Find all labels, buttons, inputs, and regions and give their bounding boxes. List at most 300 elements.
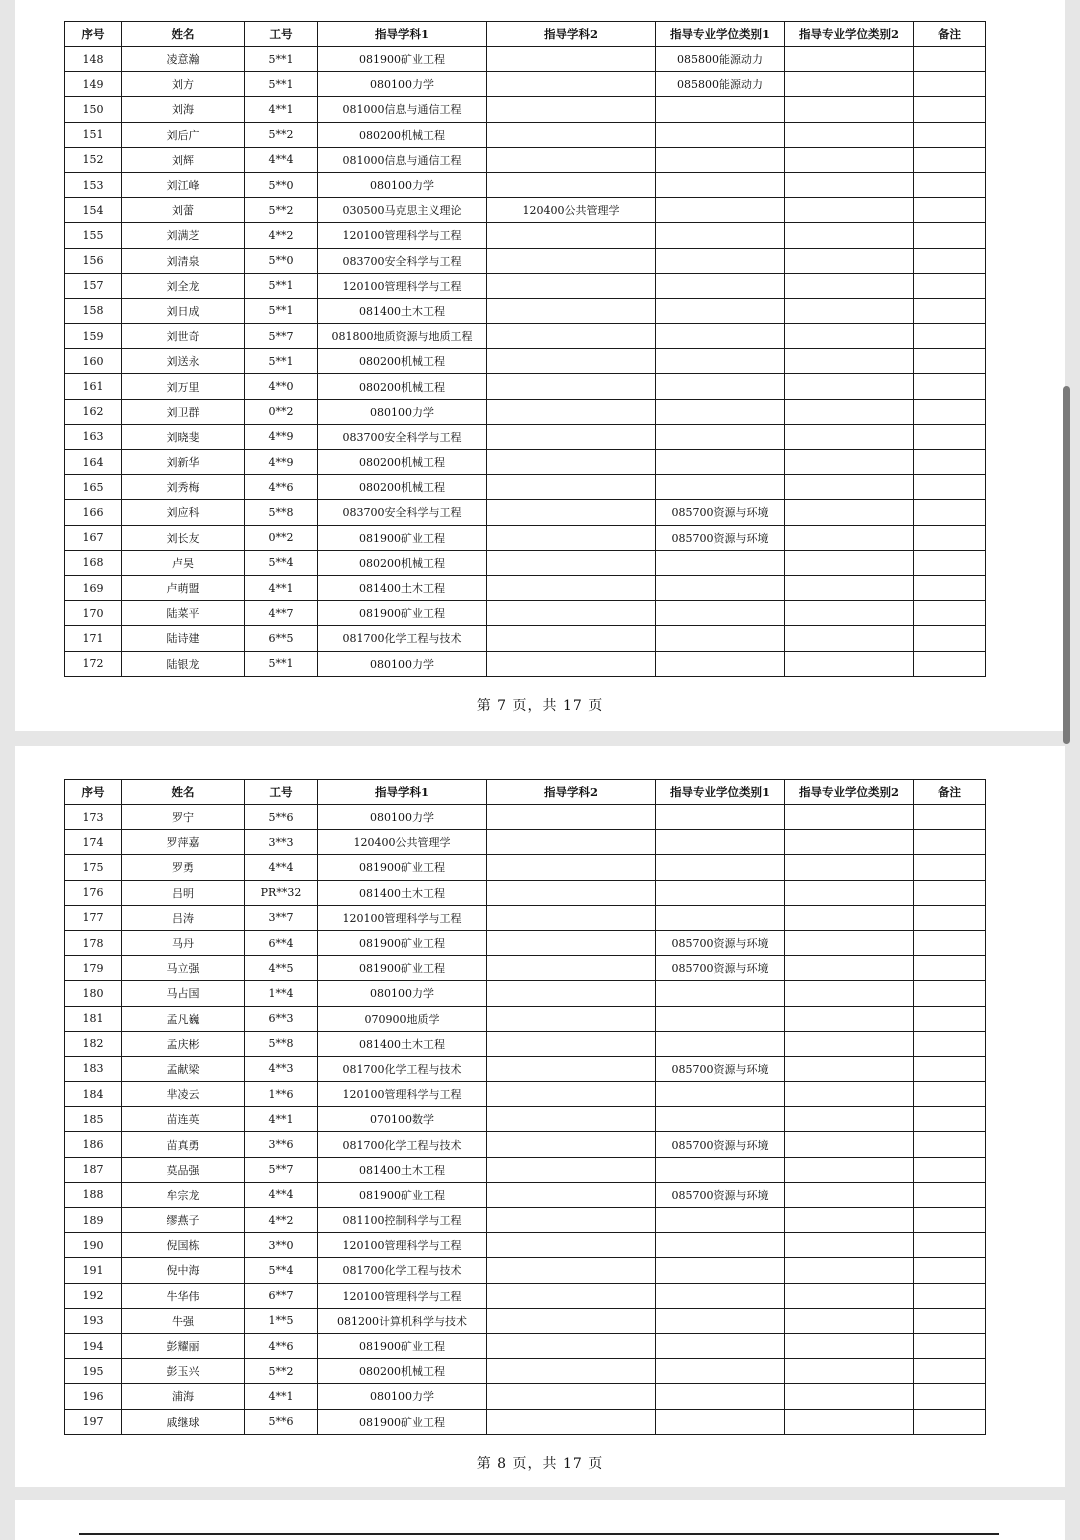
table-cell xyxy=(914,324,986,349)
table-cell: 罗萍嘉 xyxy=(122,830,245,855)
table-cell xyxy=(656,1308,785,1333)
table-cell xyxy=(487,805,656,830)
roster-table-page-7 xyxy=(64,21,986,677)
table-cell: 4**4 xyxy=(245,147,318,172)
table-cell: 156 xyxy=(65,248,122,273)
table-cell: 081700化学工程与技术 xyxy=(318,1056,487,1081)
table-cell xyxy=(487,399,656,424)
table-header-row xyxy=(65,780,986,805)
table-cell: 刘江峰 xyxy=(122,172,245,197)
table-cell: 莫品强 xyxy=(122,1157,245,1182)
column-header: 工号 xyxy=(245,780,318,805)
table-row xyxy=(65,601,986,626)
table-cell xyxy=(914,525,986,550)
table-cell xyxy=(914,450,986,475)
table-cell: 4**3 xyxy=(245,1056,318,1081)
table-cell xyxy=(785,1031,914,1056)
table-cell: 085700资源与环境 xyxy=(656,1132,785,1157)
table-cell: 刘全龙 xyxy=(122,273,245,298)
table-cell: 177 xyxy=(65,905,122,930)
table-cell xyxy=(487,1258,656,1283)
table-cell xyxy=(785,626,914,651)
table-cell xyxy=(656,1107,785,1132)
table-cell: 193 xyxy=(65,1308,122,1333)
table-row xyxy=(65,298,986,323)
table-cell xyxy=(656,830,785,855)
table-cell xyxy=(914,147,986,172)
table-cell: 081900矿业工程 xyxy=(318,601,487,626)
table-cell xyxy=(914,1308,986,1333)
table-cell xyxy=(656,880,785,905)
table-cell xyxy=(785,880,914,905)
table-cell xyxy=(914,172,986,197)
table-cell: 182 xyxy=(65,1031,122,1056)
table-cell: 085700资源与环境 xyxy=(656,525,785,550)
table-cell: 160 xyxy=(65,349,122,374)
table-cell: 刘新华 xyxy=(122,450,245,475)
table-cell: 173 xyxy=(65,805,122,830)
table-cell xyxy=(656,1157,785,1182)
table-cell xyxy=(487,575,656,600)
table-cell: 081700化学工程与技术 xyxy=(318,1258,487,1283)
table-cell: 6**3 xyxy=(245,1006,318,1031)
table-cell xyxy=(656,651,785,676)
table-cell xyxy=(914,1409,986,1434)
table-cell xyxy=(487,349,656,374)
table-cell xyxy=(785,424,914,449)
table-cell: 083700安全科学与工程 xyxy=(318,500,487,525)
table-cell: 120400公共管理学 xyxy=(318,830,487,855)
table-row xyxy=(65,905,986,930)
table-cell xyxy=(487,651,656,676)
page-footer: 第 7 页，共 17 页 xyxy=(476,698,604,714)
table-cell: 3**7 xyxy=(245,905,318,930)
table-cell xyxy=(785,223,914,248)
table-row xyxy=(65,550,986,575)
table-cell xyxy=(914,601,986,626)
table-cell: 154 xyxy=(65,198,122,223)
table-cell xyxy=(487,1107,656,1132)
table-cell xyxy=(487,1157,656,1182)
table-cell xyxy=(914,1006,986,1031)
column-header: 指导学科1 xyxy=(318,22,487,47)
table-cell: 罗勇 xyxy=(122,855,245,880)
table-cell xyxy=(785,172,914,197)
table-cell: 6**4 xyxy=(245,930,318,955)
table-cell: 吕涛 xyxy=(122,905,245,930)
table-cell: 120100管理科学与工程 xyxy=(318,1283,487,1308)
table-cell: 081400土木工程 xyxy=(318,1157,487,1182)
table-cell xyxy=(785,122,914,147)
column-header: 指导学科2 xyxy=(487,22,656,47)
table-cell xyxy=(785,1283,914,1308)
table-cell xyxy=(914,805,986,830)
table-cell xyxy=(487,1384,656,1409)
table-cell: 浦海 xyxy=(122,1384,245,1409)
table-row xyxy=(65,805,986,830)
table-cell xyxy=(785,1006,914,1031)
table-cell xyxy=(487,122,656,147)
table-cell: 081200计算机科学与技术 xyxy=(318,1308,487,1333)
table-row xyxy=(65,172,986,197)
table-cell xyxy=(785,147,914,172)
table-cell xyxy=(785,575,914,600)
table-cell xyxy=(785,1333,914,1358)
table-cell: 080200机械工程 xyxy=(318,374,487,399)
table-row xyxy=(65,930,986,955)
table-cell xyxy=(785,298,914,323)
table-cell xyxy=(656,601,785,626)
table-row xyxy=(65,626,986,651)
table-cell xyxy=(785,1182,914,1207)
table-cell xyxy=(914,930,986,955)
table-row xyxy=(65,97,986,122)
table-cell xyxy=(656,1359,785,1384)
table-cell: 169 xyxy=(65,575,122,600)
table-cell xyxy=(785,1308,914,1333)
table-cell: 189 xyxy=(65,1208,122,1233)
table-cell: 149 xyxy=(65,72,122,97)
table-cell: 5**1 xyxy=(245,72,318,97)
table-cell xyxy=(487,1031,656,1056)
table-cell xyxy=(487,981,656,1006)
table-cell: 176 xyxy=(65,880,122,905)
table-cell: 081900矿业工程 xyxy=(318,47,487,72)
table-cell: 184 xyxy=(65,1082,122,1107)
table-cell xyxy=(785,324,914,349)
table-cell xyxy=(914,349,986,374)
table-cell: 4**1 xyxy=(245,1384,318,1409)
table-cell xyxy=(487,1208,656,1233)
table-cell: 153 xyxy=(65,172,122,197)
table-row xyxy=(65,198,986,223)
table-cell: 080200机械工程 xyxy=(318,475,487,500)
table-cell: 196 xyxy=(65,1384,122,1409)
table-row xyxy=(65,273,986,298)
table-cell: 4**4 xyxy=(245,855,318,880)
table-cell xyxy=(656,981,785,1006)
table-cell xyxy=(785,374,914,399)
column-header: 指导专业学位类别2 xyxy=(785,22,914,47)
table-cell: 030500马克思主义理论 xyxy=(318,198,487,223)
table-cell: 牟宗龙 xyxy=(122,1182,245,1207)
table-cell: 150 xyxy=(65,97,122,122)
table-cell: 120100管理科学与工程 xyxy=(318,223,487,248)
table-cell xyxy=(656,550,785,575)
column-header: 指导学科2 xyxy=(487,780,656,805)
table-cell xyxy=(914,122,986,147)
table-cell xyxy=(656,626,785,651)
table-cell xyxy=(914,956,986,981)
table-cell xyxy=(656,1333,785,1358)
table-cell xyxy=(487,1006,656,1031)
table-cell: 120100管理科学与工程 xyxy=(318,1082,487,1107)
table-cell xyxy=(914,97,986,122)
table-cell xyxy=(487,1056,656,1081)
table-cell xyxy=(487,248,656,273)
table-cell xyxy=(656,450,785,475)
table-row xyxy=(65,1233,986,1258)
table-cell: 080100力学 xyxy=(318,805,487,830)
table-cell: 5**2 xyxy=(245,1359,318,1384)
table-cell: 5**1 xyxy=(245,47,318,72)
table-cell xyxy=(914,198,986,223)
table-cell: 081400土木工程 xyxy=(318,880,487,905)
table-cell: 5**1 xyxy=(245,298,318,323)
table-cell: 6**5 xyxy=(245,626,318,651)
table-row xyxy=(65,1333,986,1358)
column-header: 序号 xyxy=(65,22,122,47)
table-cell: 165 xyxy=(65,475,122,500)
table-cell: 5**2 xyxy=(245,198,318,223)
table-cell xyxy=(487,475,656,500)
table-cell xyxy=(487,525,656,550)
table-row xyxy=(65,72,986,97)
table-cell: 080100力学 xyxy=(318,651,487,676)
table-cell: 刘晓斐 xyxy=(122,424,245,449)
table-cell: 185 xyxy=(65,1107,122,1132)
table-cell xyxy=(656,223,785,248)
table-cell xyxy=(656,349,785,374)
table-cell: 3**3 xyxy=(245,830,318,855)
table-cell: 187 xyxy=(65,1157,122,1182)
table-cell xyxy=(487,324,656,349)
table-cell: 155 xyxy=(65,223,122,248)
table-cell: 刘世奇 xyxy=(122,324,245,349)
table-cell: 152 xyxy=(65,147,122,172)
table-cell: 120100管理科学与工程 xyxy=(318,1233,487,1258)
table-cell xyxy=(785,1082,914,1107)
table-cell xyxy=(785,930,914,955)
table-cell: 5**8 xyxy=(245,500,318,525)
table-cell xyxy=(487,1233,656,1258)
table-cell: 陆诗建 xyxy=(122,626,245,651)
table-cell: 1**5 xyxy=(245,1308,318,1333)
table-cell xyxy=(656,1258,785,1283)
roster-table-page-8 xyxy=(64,779,986,1435)
table-cell: 芈凌云 xyxy=(122,1082,245,1107)
table-cell xyxy=(914,1359,986,1384)
table-cell: 158 xyxy=(65,298,122,323)
table-cell xyxy=(487,147,656,172)
table-cell: 085700资源与环境 xyxy=(656,956,785,981)
table-cell: 080200机械工程 xyxy=(318,349,487,374)
table-cell xyxy=(487,1359,656,1384)
table-row xyxy=(65,475,986,500)
table-cell: 5**2 xyxy=(245,122,318,147)
table-row xyxy=(65,1409,986,1434)
table-cell xyxy=(487,500,656,525)
table-cell xyxy=(914,72,986,97)
table-cell xyxy=(914,1157,986,1182)
table-cell: 3**6 xyxy=(245,1132,318,1157)
table-cell xyxy=(785,905,914,930)
table-cell xyxy=(487,374,656,399)
table-cell: 4**1 xyxy=(245,97,318,122)
table-cell: 081100控制科学与工程 xyxy=(318,1208,487,1233)
table-cell xyxy=(785,248,914,273)
vertical-scrollbar[interactable] xyxy=(1063,386,1070,744)
table-cell: 刘满芝 xyxy=(122,223,245,248)
table-cell xyxy=(914,1031,986,1056)
table-row xyxy=(65,1182,986,1207)
table-cell xyxy=(914,1132,986,1157)
table-cell xyxy=(785,981,914,1006)
table-cell: 刘万里 xyxy=(122,374,245,399)
table-cell: 倪国栋 xyxy=(122,1233,245,1258)
table-cell xyxy=(487,550,656,575)
table-cell: 080200机械工程 xyxy=(318,450,487,475)
table-row xyxy=(65,1384,986,1409)
table-cell xyxy=(785,450,914,475)
table-cell: 192 xyxy=(65,1283,122,1308)
table-cell: PR**32 xyxy=(245,880,318,905)
table-row xyxy=(65,47,986,72)
table-cell: 牛华伟 xyxy=(122,1283,245,1308)
table-cell xyxy=(785,1258,914,1283)
table-cell: 孟凡巍 xyxy=(122,1006,245,1031)
table-cell: 刘后广 xyxy=(122,122,245,147)
table-row xyxy=(65,147,986,172)
table-cell: 刘长友 xyxy=(122,525,245,550)
table-cell: 181 xyxy=(65,1006,122,1031)
table-cell: 085700资源与环境 xyxy=(656,1182,785,1207)
column-header: 指导专业学位类别2 xyxy=(785,780,914,805)
table-cell: 168 xyxy=(65,550,122,575)
table-cell: 197 xyxy=(65,1409,122,1434)
table-cell xyxy=(914,550,986,575)
table-row xyxy=(65,1132,986,1157)
table-cell xyxy=(487,830,656,855)
table-cell: 刘卫群 xyxy=(122,399,245,424)
table-cell: 6**7 xyxy=(245,1283,318,1308)
table-cell: 188 xyxy=(65,1182,122,1207)
page-footer: 第 8 页，共 17 页 xyxy=(476,1456,604,1472)
table-row xyxy=(65,1082,986,1107)
table-cell: 5**4 xyxy=(245,550,318,575)
table-cell: 070900地质学 xyxy=(318,1006,487,1031)
table-cell: 081900矿业工程 xyxy=(318,1182,487,1207)
table-cell: 085700资源与环境 xyxy=(656,1056,785,1081)
table-row xyxy=(65,1208,986,1233)
table-cell xyxy=(785,399,914,424)
table-cell xyxy=(656,1006,785,1031)
table-cell xyxy=(656,475,785,500)
table-cell: 陆菜平 xyxy=(122,601,245,626)
table-cell xyxy=(656,1409,785,1434)
table-cell: 179 xyxy=(65,956,122,981)
table-cell xyxy=(487,298,656,323)
table-cell: 164 xyxy=(65,450,122,475)
table-cell: 085800能源动力 xyxy=(656,47,785,72)
table-cell xyxy=(914,248,986,273)
table-cell xyxy=(785,1208,914,1233)
column-header: 序号 xyxy=(65,780,122,805)
table-cell: 刘日成 xyxy=(122,298,245,323)
table-row xyxy=(65,349,986,374)
table-cell xyxy=(785,349,914,374)
table-cell: 4**9 xyxy=(245,424,318,449)
table-cell xyxy=(785,475,914,500)
table-cell xyxy=(914,298,986,323)
table-cell xyxy=(487,172,656,197)
table-cell: 178 xyxy=(65,930,122,955)
table-cell: 194 xyxy=(65,1333,122,1358)
table-cell: 080100力学 xyxy=(318,72,487,97)
table-cell xyxy=(656,1283,785,1308)
table-cell xyxy=(487,930,656,955)
table-cell: 120400公共管理学 xyxy=(487,198,656,223)
table-cell: 3**0 xyxy=(245,1233,318,1258)
table-cell xyxy=(914,500,986,525)
table-cell xyxy=(785,47,914,72)
table-cell xyxy=(785,1384,914,1409)
table-row xyxy=(65,1308,986,1333)
column-header: 指导专业学位类别1 xyxy=(656,780,785,805)
table-cell xyxy=(487,273,656,298)
table-cell: 5**7 xyxy=(245,1157,318,1182)
table-cell: 5**7 xyxy=(245,324,318,349)
table-cell: 151 xyxy=(65,122,122,147)
table-cell xyxy=(656,424,785,449)
table-cell xyxy=(487,450,656,475)
table-row xyxy=(65,830,986,855)
table-cell: 牛强 xyxy=(122,1308,245,1333)
table-cell xyxy=(656,805,785,830)
table-cell xyxy=(914,1056,986,1081)
table-cell: 183 xyxy=(65,1056,122,1081)
table-cell: 戚继球 xyxy=(122,1409,245,1434)
table-cell xyxy=(914,399,986,424)
table-cell: 刘秀梅 xyxy=(122,475,245,500)
table-cell: 174 xyxy=(65,830,122,855)
table-cell: 5**6 xyxy=(245,805,318,830)
table-cell xyxy=(656,273,785,298)
table-cell xyxy=(656,1233,785,1258)
table-cell: 苗真勇 xyxy=(122,1132,245,1157)
table-cell xyxy=(914,905,986,930)
table-cell xyxy=(785,1157,914,1182)
table-cell xyxy=(487,601,656,626)
table-row xyxy=(65,1359,986,1384)
table-cell: 081900矿业工程 xyxy=(318,1409,487,1434)
table-row xyxy=(65,956,986,981)
table-cell: 倪中海 xyxy=(122,1258,245,1283)
table-cell: 陆银龙 xyxy=(122,651,245,676)
table-header-row xyxy=(65,22,986,47)
table-cell: 191 xyxy=(65,1258,122,1283)
table-cell xyxy=(785,830,914,855)
table-row xyxy=(65,981,986,1006)
table-cell: 166 xyxy=(65,500,122,525)
table-cell: 刘蕾 xyxy=(122,198,245,223)
table-cell: 081900矿业工程 xyxy=(318,525,487,550)
table-cell xyxy=(914,273,986,298)
table-cell xyxy=(656,905,785,930)
table-cell: 4**2 xyxy=(245,1208,318,1233)
table-cell xyxy=(785,1409,914,1434)
table-cell: 081700化学工程与技术 xyxy=(318,1132,487,1157)
table-cell: 马立强 xyxy=(122,956,245,981)
table-cell xyxy=(914,1333,986,1358)
table-cell: 刘辉 xyxy=(122,147,245,172)
table-cell: 4**9 xyxy=(245,450,318,475)
table-cell xyxy=(785,956,914,981)
column-header: 指导学科1 xyxy=(318,780,487,805)
table-cell xyxy=(785,198,914,223)
table-cell: 5**1 xyxy=(245,349,318,374)
table-cell: 0**2 xyxy=(245,525,318,550)
